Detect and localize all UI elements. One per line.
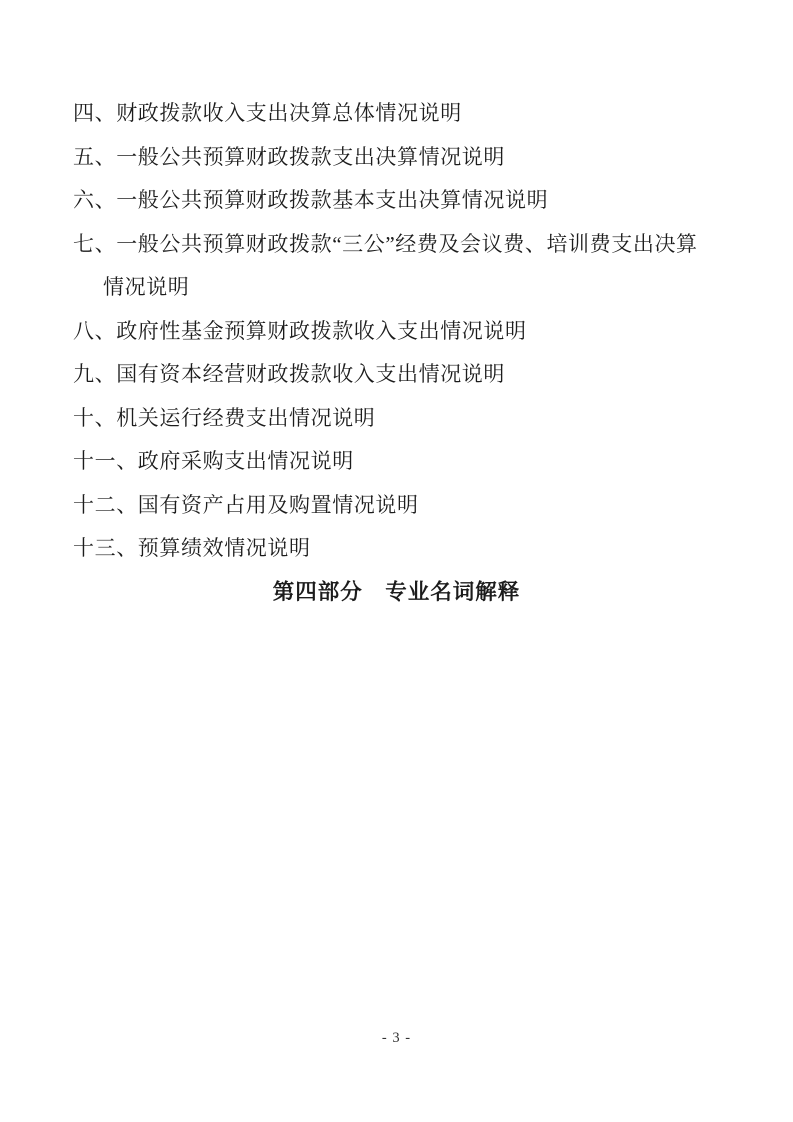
toc-list	[73, 92, 733, 614]
toc-item-9: 九、国有资本经营财政拨款收入支出情况说明	[73, 362, 505, 386]
toc-item-13: 十三、预算绩效情况说明	[73, 536, 311, 560]
toc-item-6: 六、一般公共预算财政拨款基本支出决算情况说明	[73, 188, 549, 212]
page-number: - 3 -	[381, 1030, 412, 1046]
toc-item-7: 七、一般公共预算财政拨款“三公”经费及会议费、培训费支出决算	[73, 231, 698, 256]
toc-item-4: 四、财政拨款收入支出决算总体情况说明	[73, 101, 462, 125]
toc-item-8: 八、政府性基金预算财政拨款收入支出情况说明	[73, 318, 527, 343]
toc-item-7-continuation: 情况说明	[103, 275, 190, 299]
toc-item-12: 十二、国有资产占用及购置情况说明	[73, 492, 419, 517]
toc-item-10: 十、机关运行经费支出情况说明	[73, 405, 376, 430]
toc-item-5: 五、一般公共预算财政拨款支出决算情况说明	[73, 144, 505, 169]
toc-item-11: 十一、政府采购支出情况说明	[73, 449, 354, 473]
section-heading: 第四部分 专业名词解释	[272, 579, 521, 604]
